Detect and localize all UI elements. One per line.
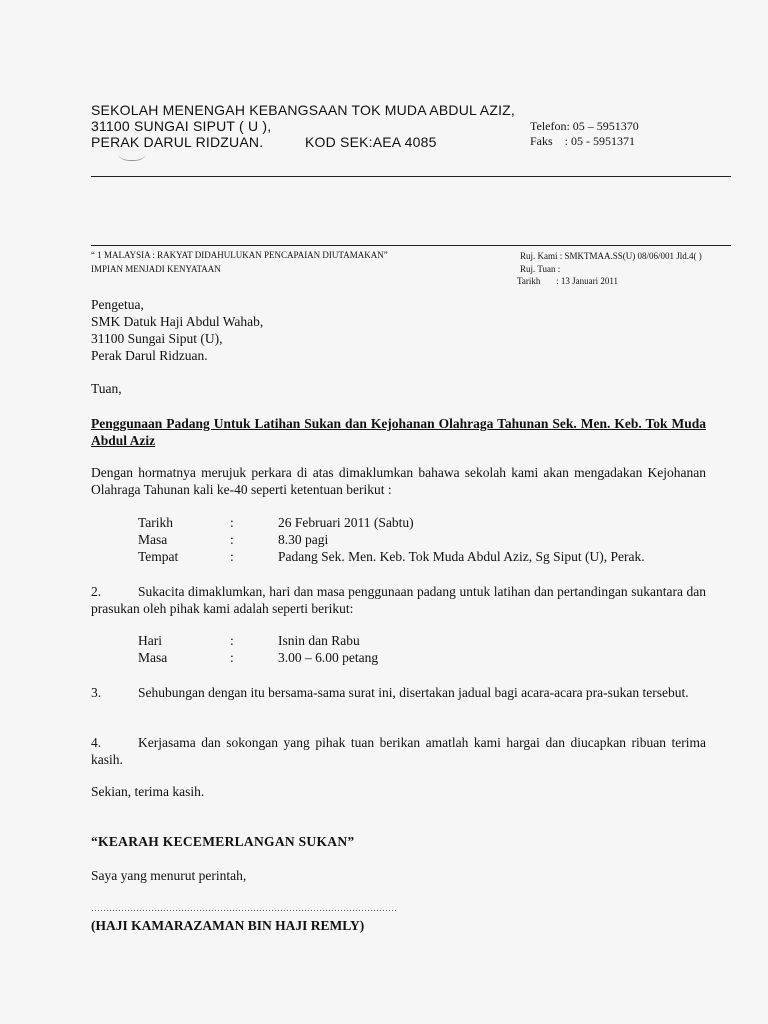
detail-value: Isnin dan Rabu [278,633,360,648]
closing: Sekian, terima kasih. [91,784,205,799]
ruj-kami: Ruj. Kami : SMKTMAA.SS(U) 08/06/001 Jld.4( ) [520,251,702,261]
intro-paragraph: Dengan hormatnya merujuk perkara di atas dimaklumkan bahawa sekolah kami akan mengadakan Kejohanan Olahraga Tahunan kali ke-40 seperti ketentuan berikut : [91,465,706,497]
school-code: KOD SEK:AEA 4085 [305,134,437,150]
ruj-tuan: Ruj. Tuan : [520,264,561,274]
paragraph-2 [91,583,706,617]
school-address: 31100 SUNGAI SIPUT ( U ), [91,118,272,134]
slogan-divider [91,245,731,246]
detail-colon: : [230,515,234,530]
detail-value: 26 Februari 2011 (Sabtu) [278,515,414,530]
event-detail-row [0,515,768,533]
detail-value: 8.30 pagi [278,532,329,547]
training-detail-row [0,633,768,651]
detail-colon: : [230,549,234,564]
salutation: Tuan, [91,381,122,396]
detail-colon: : [230,532,234,547]
paragraph-number: 4. [91,735,102,750]
recipient-line-3: 31100 Sungai Siput (U), [91,331,223,346]
paragraph-3 [91,684,706,701]
paragraph-text: Sukacita dimaklumkan, hari dan masa penggunaan padang untuk latihan dan pertandingan sukantara dan prasukan oleh pihak kami adalah seperti berikut: [91,584,706,616]
recipient-line-2: SMK Datuk Haji Abdul Wahab, [91,314,264,329]
school-name: SEKOLAH MENENGAH KEBANGSAAN TOK MUDA ABDUL AZIZ, [91,102,516,118]
slogan-line-1: “ 1 MALAYSIA : RAKYAT DIDAHULUKAN PENCAPAIAN DIUTAMAKAN” [91,250,388,260]
paragraph-number: 3. [91,685,102,700]
school-logo-icon [118,146,146,161]
event-detail-row [0,549,768,567]
signature-line: ………………………………………………………………………………………… [91,903,397,913]
signatory-name: (HAJI KAMARAZAMAN BIN HAJI REMLY) [91,918,365,933]
detail-label: Masa [138,650,168,665]
detail-label: Tarikh [138,515,174,530]
sign-off: Saya yang menurut perintah, [91,868,247,883]
subject-heading: Penggunaan Padang Untuk Latihan Sukan dan Kejohanan Olahraga Tahunan Sek. Men. Keb. Tok Muda Abdul Aziz [91,416,706,448]
recipient-line-4: Perak Darul Ridzuan. [91,348,208,363]
detail-colon: : [230,633,234,648]
detail-label: Hari [138,633,162,648]
detail-label: Masa [138,532,168,547]
telefon: Telefon: 05 – 5951370 [530,119,639,133]
paragraph-text: Sehubungan dengan itu bersama-sama surat ini, disertakan jadual bagi acara-acara pra-sukan tersebut. [138,685,689,700]
tarikh-ref: Tarikh : 13 Januari 2011 [517,276,619,286]
faks: Faks : 05 - 5951371 [530,134,635,148]
school-state: PERAK DARUL RIDZUAN. [91,134,264,150]
header-divider [91,176,731,177]
detail-colon: : [230,650,234,665]
slogan-line-2: IMPIAN MENJADI KENYATAAN [91,264,221,274]
detail-value: 3.00 – 6.00 petang [278,650,379,665]
recipient-line-1: Pengetua, [91,297,144,312]
detail-value: Padang Sek. Men. Keb. Tok Muda Abdul Aziz, Sg Siput (U), Perak. [278,549,645,564]
training-detail-row [0,650,768,668]
paragraph-4 [91,734,706,768]
motto: “KEARAH KECEMERLANGAN SUKAN” [91,834,355,849]
paragraph-text: Kerjasama dan sokongan yang pihak tuan berikan amatlah kami hargai dan diucapkan ribuan terima kasih. [91,735,706,767]
detail-label: Tempat [138,549,179,564]
paragraph-number: 2. [91,584,102,599]
event-detail-row [0,532,768,550]
